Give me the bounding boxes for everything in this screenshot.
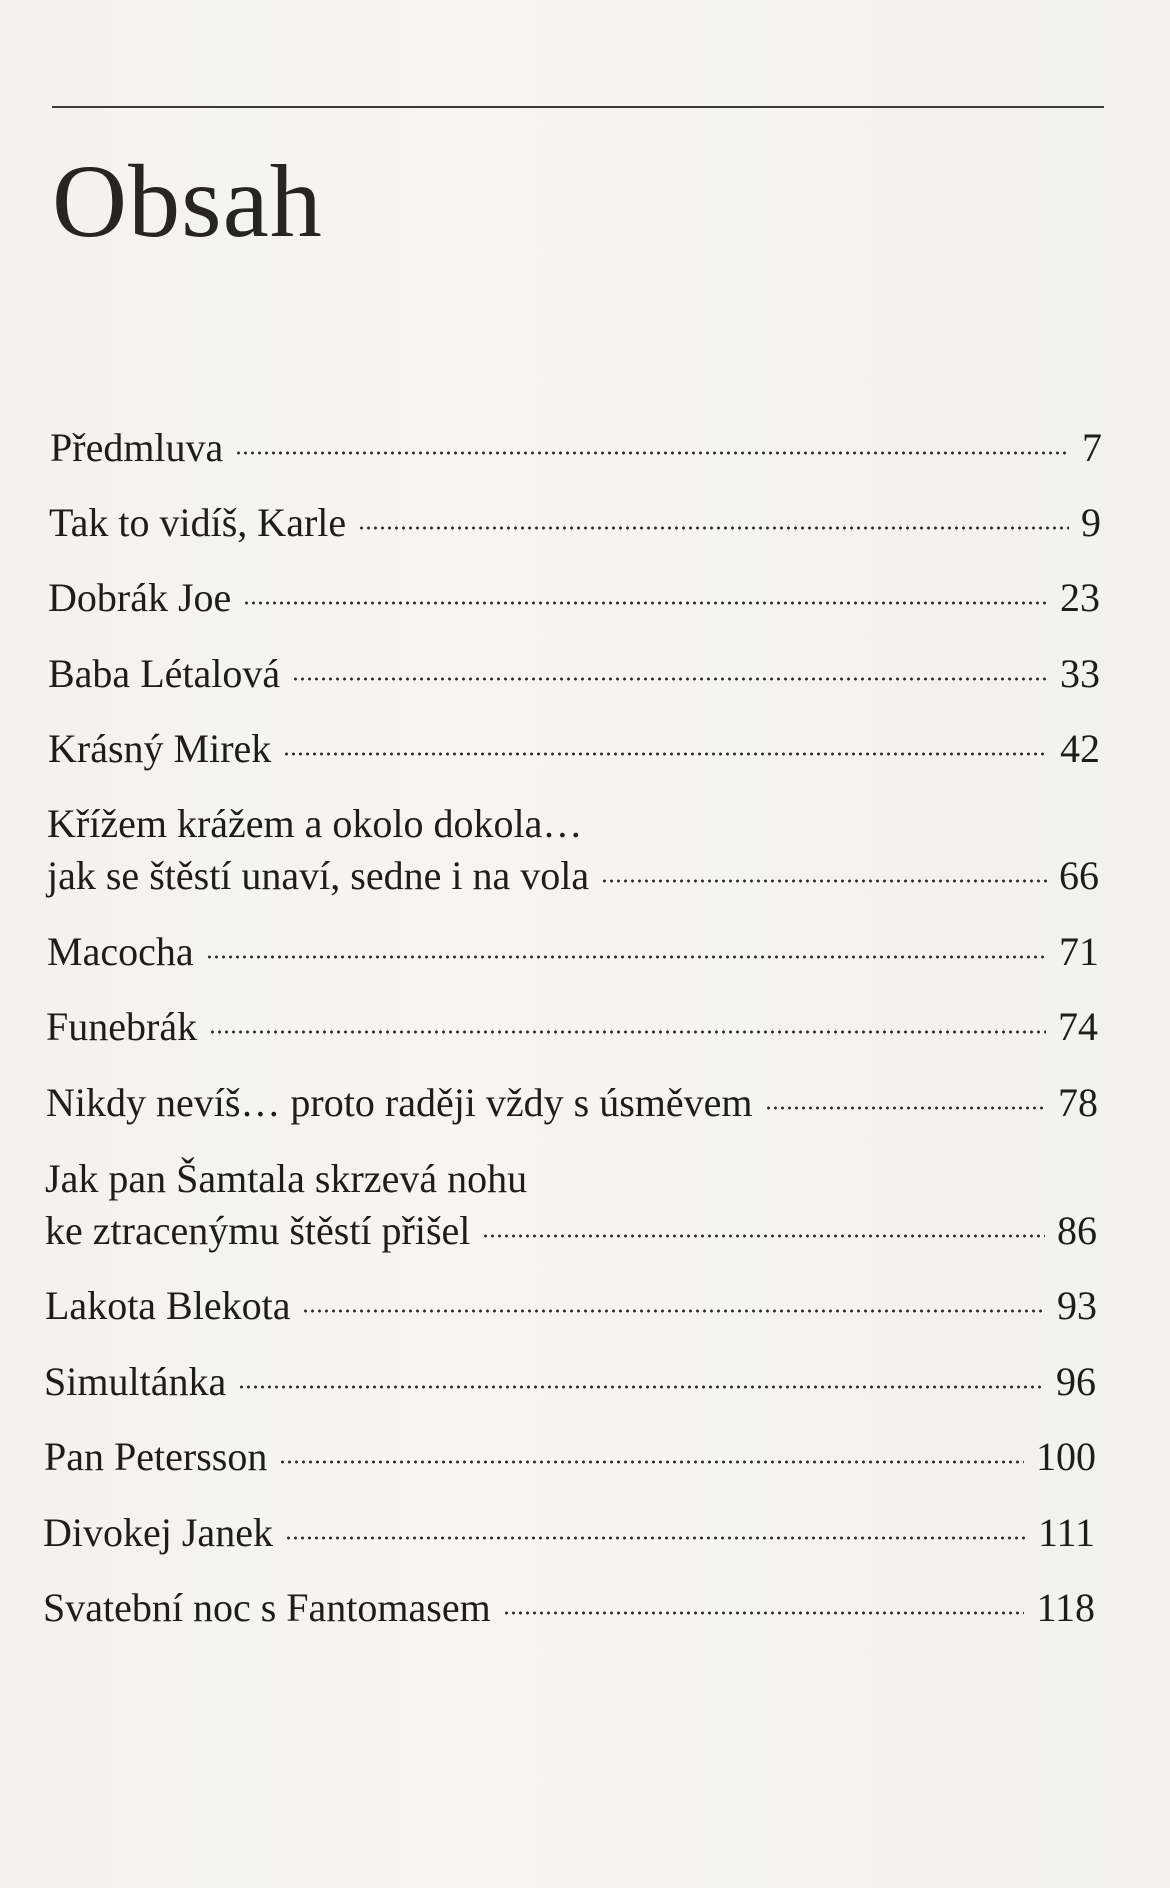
toc-entry-page: 33 — [1060, 651, 1100, 696]
toc-entry-title: jak se štěstí unaví, sedne i na vola — [47, 853, 590, 898]
dot-leader — [302, 1307, 1045, 1315]
toc-entry-page: 74 — [1058, 1004, 1098, 1049]
toc-entry-title: Divokej Janek — [43, 1510, 273, 1555]
dot-leader — [283, 750, 1048, 758]
page-title: Obsah — [52, 144, 323, 259]
dot-leader — [285, 1534, 1026, 1542]
toc-entry[interactable] — [46, 1001, 1098, 1053]
toc-entry-page: 23 — [1060, 575, 1100, 620]
toc-entry-page: 7 — [1082, 425, 1102, 470]
toc-entry-title: ke ztracenýmu štěstí přišel — [45, 1208, 471, 1253]
toc-entry-page: 100 — [1036, 1434, 1096, 1479]
toc-entry[interactable] — [49, 497, 1101, 549]
toc-entry-title: Krásný Mirek — [48, 726, 272, 771]
dot-leader — [206, 953, 1047, 961]
toc-entry-page: 42 — [1060, 726, 1100, 771]
toc-entry-title-line1: Jak pan Šamtala skrzevá nohu — [45, 1156, 528, 1201]
toc-entry[interactable] — [44, 1356, 1096, 1408]
toc-entry[interactable] — [50, 422, 1102, 474]
toc-entry-title: Tak to vidíš, Karle — [49, 500, 347, 545]
toc-entry-title: Lakota Blekota — [45, 1283, 291, 1328]
toc-entry-title-line1: Křížem krážem a okolo dokola… — [47, 801, 583, 846]
toc-entry-page: 93 — [1057, 1283, 1097, 1328]
toc-entry[interactable] — [47, 926, 1099, 978]
toc-entry-title: Pan Petersson — [44, 1434, 268, 1479]
toc-entry-title: Simultánka — [44, 1359, 227, 1404]
dot-leader — [292, 675, 1048, 683]
toc-entry[interactable] — [47, 798, 1099, 902]
toc-entry[interactable] — [46, 1077, 1098, 1129]
toc-entry[interactable] — [43, 1582, 1095, 1634]
toc-entry-page: 9 — [1081, 500, 1101, 545]
toc-entry-page: 96 — [1056, 1359, 1096, 1404]
toc-entry-title: Funebrák — [46, 1004, 198, 1049]
dot-leader — [358, 524, 1069, 532]
toc-entry-title: Nikdy nevíš… proto raději vždy s úsměvem — [46, 1080, 753, 1125]
toc-entry-page: 78 — [1058, 1080, 1098, 1125]
toc-entry[interactable] — [48, 723, 1100, 775]
toc-entry-page: 66 — [1059, 853, 1099, 898]
toc-entry-title: Macocha — [47, 929, 194, 974]
dot-leader — [279, 1458, 1024, 1466]
toc-entry[interactable] — [43, 1507, 1095, 1559]
dot-leader — [235, 449, 1070, 457]
dot-leader — [482, 1232, 1045, 1240]
dot-leader — [765, 1104, 1046, 1112]
toc-entry[interactable] — [48, 648, 1100, 700]
toc-entry-page: 86 — [1057, 1208, 1097, 1253]
dot-leader — [503, 1609, 1025, 1617]
dot-leader — [243, 599, 1048, 607]
dot-leader — [209, 1028, 1046, 1036]
toc-entry[interactable] — [48, 572, 1100, 624]
toc-entry-page: 111 — [1037, 1510, 1095, 1555]
dot-leader — [601, 877, 1047, 885]
dot-leader — [238, 1383, 1044, 1391]
toc-entry[interactable] — [44, 1431, 1096, 1483]
toc-entry-title: Baba Létalová — [48, 651, 281, 696]
toc-entry[interactable] — [45, 1153, 1097, 1257]
toc-entry-title: Předmluva — [50, 425, 224, 470]
toc-entry-title: Svatební noc s Fantomasem — [43, 1585, 491, 1630]
toc-entry-page: 71 — [1059, 929, 1099, 974]
toc-entry-title: Dobrák Joe — [48, 575, 232, 620]
toc-entry-page: 118 — [1036, 1585, 1095, 1630]
toc-entry[interactable] — [45, 1280, 1097, 1332]
